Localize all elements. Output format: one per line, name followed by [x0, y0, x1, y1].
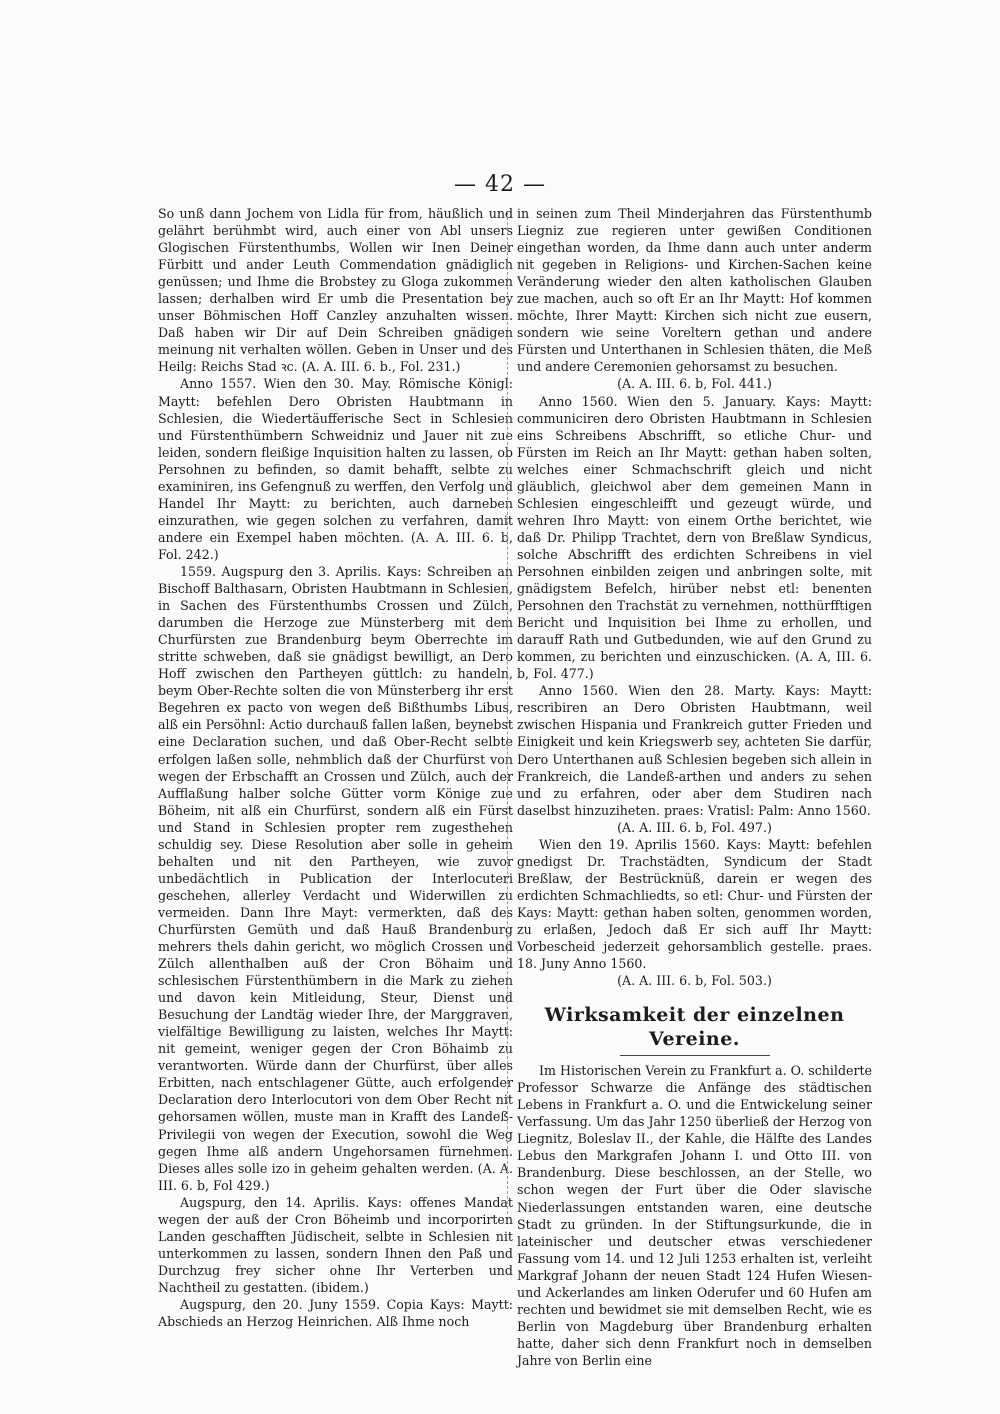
right-paragraph-1: in seinen zum Theil Minderjahren das Fürstenthumb Liegniz zue regieren unter gewißen Conditionen eingethan worden, da Ihme dann auch unter anderm nit gegeben in Religions- und Kirchen-Sachen keine Veränderung wieder den alten katholischen Glauben zue machen, auch so oft Er an Ihr Maytt: Hof kommen möchte, Ihrer Maytt: Kirchen sich nicht zue eusern, sondern wie seine Voreltern gethan und andere Fürsten und Unterthanen in Schlesien thäten, die Meß und andere Ceremonien gehorsamst zu besuchen.: [517, 206, 872, 375]
right-column: [517, 205, 872, 1369]
left-paragraph-2: Anno 1557. Wien den 30. May. Römische Königl: Maytt: befehlen Dero Obristen Haubtmann in Schlesien, die Wiedertäufferische Sect in Schlesien und Fürstenthümbern Schweidniz und Jauer nit zue leiden, sondern fleißige Inquisition halten zu lassen, ob Persohnen zu befinden, so damit behafft, selbte zu examiniren, ins Gefengnuß zu werffen, den Verfolg und Handel Ihr Maytt: zu berichten, auch darneben einzurathen, wie gegen solchen zu verfahren, damit andere ein Exempel haben möchten. (A. A. III. 6. b, Fol. 242.): [158, 376, 513, 562]
right-paragraph-2: Anno 1560. Wien den 5. January. Kays: Maytt: communiciren dero Obristen Haubtmann in Schlesien eins Schreibens Abschrifft, so etliche Chur- und Fürsten im Reich an Ihr Maytt: gethan haben solten, welches einer Schmachschrift gleich und nicht gläublich, gleichwol aber dem gemeinen Mann in Schlesien eingeschleifft und gezeugt würde, und wehren Ihro Maytt: von einem Orthe berichtet, wie daß Dr. Philipp Trachtet, dern von Breßlaw Syndicus, solche Abschrifft des erdichten Schreibens in viel Persohnen einbilden zeigen und anbringen solte, mit gnädigstem Befelch, hirüber nebst etl: benenten Persohnen den Trachstät zu vernehmen, notthürfftigen Bericht und Inquisition bei Ihme zu erhollen, und darauff Rath und Gutbedunden, wie auf den Grund zu kommen, zu berichten und einzuschicken. (A. A, III. 6. b, Fol. 477.): [517, 393, 872, 682]
right-paragraph-4: Wien den 19. Aprilis 1560. Kays: Maytt: befehlen gnedigst Dr. Trachstädten, Syndicum der Stadt Breßlaw, der Bestrücknüß, darein er wegen des erdichten Schmachliedts, so etl: Chur- und Fürsten der Kays: Maytt: gethan haben solten, genommen worden, zu erlaßen, Jedoch daß Er sich auff Ihr Maytt: Vorbescheid jederzeit gehorsamblich gestelle. praes. 18. Juny Anno 1560.: [517, 836, 872, 972]
right-paragraph-3: Anno 1560. Wien den 28. Marty. Kays: Maytt: rescribiren an Dero Obristen Haubtmann, weil zwischen Hispania und Frankreich gutter Frieden und Einigkeit und kein Kriegswerb sey, achteten Sie darfür, Dero Unterthanen auß Schlesien begeben sich allein in Frankreich, die Landeß-arthen und anders zu sehen und zu erfahren, oder aber dem Studiren nach daselbst hinzuziheten. praes: Vratisl: Palm: Anno 1560.: [517, 683, 872, 818]
left-paragraph-4: Augspurg, den 14. Aprilis. Kays: offenes Mandat wegen der auß der Cron Böheimb und incorporirten Landen geschafften Jüdischeit, selbte in Schlesien nit unterkommen zu lassen, sondern Ihnen den Paß und Durchzug frey sicher ohne Ihr Verterben und Nachtheil zu gestatten. (ibidem.): [158, 1194, 513, 1295]
section-title: Wirksamkeit der einzelnen Vereine.: [544, 1004, 845, 1051]
left-paragraph-3: 1559. Augspurg den 3. Aprilis. Kays: Schreiben an Bischoff Balthasarn, Obristen Haubtmann in Schlesien, in Sachen des Fürstenthumbs Crossen und Zülch, darumben die Herzoge zue Münsterberg mit dem Churfürsten zue Brandenburg beym Oberrechte im stritte schweben, daß sie gnädigst bewilligt, an Dero Hoff zwischen den Partheyen güttlch: zu handeln, beym Ober-Rechte solten die von Münsterberg ihr erst Begehren ex pacto von wegen deß Bißthumbs Libus, alß ein Persöhnl: Actio durchauß fallen laßen, beynebst eine Declaration suchen, und daß Ober-Recht selbte erfolgen laßen solle, nehmblich daß der Churfürst von wegen der Erbschafft an Crossen und Zülch, auch der Aufflaßung halber solche Gütter vorm Könige zue Böheim, nit alß ein Churfürst, sondern alß ein Fürst und Stand in Schlesien propter rem zugesthehen schuldig sey. Diese Resolution aber solle in geheim behalten und nit den Partheyen, wie zuvor unbedächtlich in Publication der Interlocuteri geschehen, allerley Verdacht und Widerwillen zu vermeiden. Dann Ihre Mayt: vermerkten, daß des Churfürsten Gemüth und daß Hauß Brandenburg mehrers thels dahin gericht, wo möglich Crossen und Zülch allenthalben auß der Cron Böhaim und schlesischen Fürstenthümbern in die Mark zu ziehen und davon kein Mitleidung, Steur, Dienst und Besuchung der Landtäg wieder Ihre, der Marggraven, vielfältige Bewilligung zu laisten, welches Ihr Maytt: nit gemeint, weniger gegen der Cron Böhaimb zu verantworten. Würde dann der Churfürst, über alles Erbitten, nach entschlagener Gütte, auch erfolgender Declaration dero Interlocutori von dem Ober Recht nit gehorsamen wöllen, muste man in Krafft des Landeß-Privilegii von wegen der Execution, sowohl die Weg gegen Ihme alß andern Ungehorsamen fürnehmen. Dieses alles solle izo in geheim gehalten werden. (A. A. III. 6. b, Fol 429.): [158, 563, 513, 1193]
column-divider: [507, 212, 508, 1214]
citation-441: (A. A. III. 6. b, Fol. 441.): [617, 376, 772, 392]
left-paragraph-1: So unß dann Jochem von Lidla für from, häußlich und gelährt berühmbt wird, auch einer von Abl unsers Glogischen Fürstenthumbs, Wollen wir Inen Deiner Fürbitt und ander Leuth Commendation gnädiglich genüssen; und Ihme die Brobstey zu Gloga zukommen lassen; derhalben wird Er umb die Presentation bey unser Böhmischen Hoff Canzley anzuhalten wissen. Daß haben wir Dir auf Dein Schreiben gnädigen meinung nit verhalten wöllen. Geben in Unser und des Heilg: Reichs Stad ꝛc. (A. A. III. 6. b., Fol. 231.): [158, 206, 513, 375]
section-paragraph: Im Historischen Verein zu Frankfurt a. O. schilderte Professor Schwarze die Anfänge des städtischen Lebens in Frankfurt a. O. und die Entwickelung seiner Verfassung. Um das Jahr 1250 überließ der Herzog von Liegnitz, Boleslav II., der Kahle, die Hälfte des Landes Lebus den Markgrafen Johann I. und Otto III. von Brandenburg. Diese beschlossen, an der Stelle, wo schon wegen der Furt über die Oder slavische Niederlassungen entstanden waren, eine deutsche Stadt zu gründen. In der Stiftungsurkunde, die in lateinischer und deutscher etwas verschiedener Fassung vom 14. und 12 Juli 1253 erhalten ist, verleiht Markgraf Johann der neuen Stadt 124 Hufen Wiesen- und Ackerlandes am linken Oderufer und 60 Hufen am rechten und bewidmet sie mit demselben Recht, wie es Berlin von Magdeburg über Brandenburg erhalten hatte, daher sich denn Frankfurt noch in demselben Jahre von Berlin eine: [517, 1063, 872, 1368]
title-divider: [620, 1055, 770, 1056]
citation-497: (A. A. III. 6. b, Fol. 497.): [617, 819, 772, 835]
left-column: [158, 205, 513, 1330]
citation-503: (A. A. III. 6. b, Fol. 503.): [617, 973, 772, 989]
left-paragraph-5: Augspurg, den 20. Juny 1559. Copia Kays: Maytt: Abschieds an Herzog Heinrichen. Alß Ihme noch: [158, 1297, 513, 1330]
page-number: — 42 —: [454, 172, 546, 197]
